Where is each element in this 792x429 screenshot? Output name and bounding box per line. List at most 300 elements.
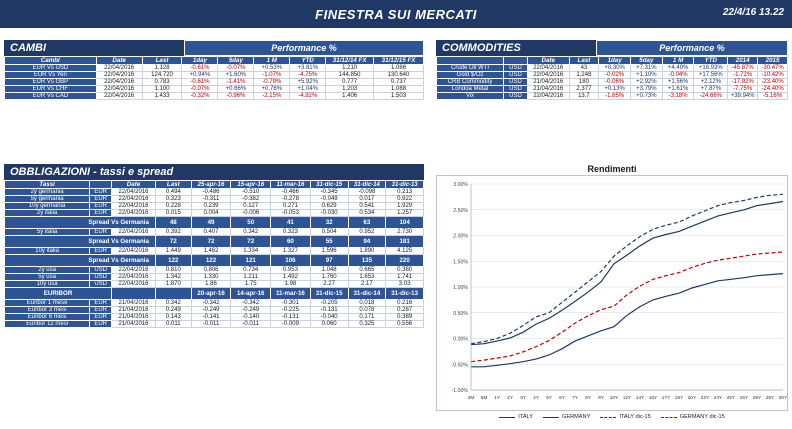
spread-c1: 122 bbox=[191, 255, 231, 267]
spread-c3: 60 bbox=[271, 236, 311, 248]
spread-c3: 41 bbox=[271, 217, 311, 229]
cambi-row-name: EUR Vs USD bbox=[5, 65, 97, 72]
obbl-c6: 0.922 bbox=[386, 196, 424, 203]
euribor-col-c2: 14-apr-16 bbox=[231, 288, 271, 300]
cambi-row-1day: -0.07% bbox=[182, 86, 218, 93]
euribor-name: Euribor 12 mesi bbox=[5, 321, 90, 328]
obbl-c6: 1.257 bbox=[386, 210, 424, 217]
obbl-c2: -0.510 bbox=[231, 189, 271, 196]
svg-text:5Y: 5Y bbox=[546, 396, 552, 401]
obbl-ccy: USD bbox=[90, 267, 112, 274]
svg-text:4Y: 4Y bbox=[533, 396, 539, 401]
cambi-performance-label: Performance % bbox=[184, 40, 424, 56]
obbl-c5: 2.17 bbox=[348, 281, 386, 288]
euribor-c2: -0.249 bbox=[231, 307, 271, 314]
spread-label: Spread Vs Germania bbox=[5, 217, 156, 229]
euribor-c6: 0.556 bbox=[386, 321, 424, 328]
spread-c1: 72 bbox=[191, 236, 231, 248]
commodity-5day: +2.92% bbox=[630, 79, 662, 86]
commodity-name: Vix bbox=[437, 93, 504, 100]
spread-c1: 49 bbox=[191, 217, 231, 229]
euribor-last: 0.143 bbox=[155, 314, 191, 321]
legend-item-germany bbox=[543, 414, 590, 420]
spread-row bbox=[5, 255, 424, 267]
commodities-performance-label: Performance % bbox=[596, 40, 788, 56]
commodity-1m: -0.04% bbox=[662, 72, 694, 79]
euribor-c3: -0.009 bbox=[271, 321, 311, 328]
cambi-panel bbox=[4, 40, 424, 100]
euribor-ccy: EUR bbox=[90, 321, 112, 328]
euribor-c1: -0.249 bbox=[191, 307, 231, 314]
table-row bbox=[5, 65, 424, 72]
euribor-col-c4: 31-dic-15 bbox=[310, 288, 348, 300]
svg-text:1.00%: 1.00% bbox=[453, 285, 468, 291]
obbl-c3: -0.053 bbox=[271, 210, 311, 217]
table-row bbox=[5, 203, 424, 210]
euribor-c1: -0.141 bbox=[191, 314, 231, 321]
obbl-c6: 3.03 bbox=[386, 281, 424, 288]
svg-text:17Y: 17Y bbox=[661, 396, 671, 401]
cambi-row-ytd: -4.92% bbox=[290, 93, 326, 100]
commodity-ytd: -24.66% bbox=[694, 93, 728, 100]
table-row bbox=[5, 314, 424, 321]
legend-label-germany-dic15: GERMANY dic-15 bbox=[679, 414, 725, 420]
commodity-name: Crude Oil WTI bbox=[437, 65, 504, 72]
cambi-title-row bbox=[4, 40, 424, 56]
obbl-name: 10y germania bbox=[5, 203, 90, 210]
commodity-name: Londoa Metal bbox=[437, 86, 504, 93]
commodity-2015: -30.47% bbox=[758, 65, 788, 72]
euribor-ccy: EUR bbox=[90, 300, 112, 307]
euribor-c6: 0.216 bbox=[386, 300, 424, 307]
table-row bbox=[5, 79, 424, 86]
commodities-col-last: Last bbox=[569, 57, 599, 65]
obbl-date: 22/04/2016 bbox=[112, 229, 156, 236]
cambi-row-date: 22/04/2016 bbox=[96, 65, 142, 72]
euribor-date: 21/04/2016 bbox=[112, 307, 156, 314]
commodity-last: 1,248 bbox=[569, 72, 599, 79]
cambi-row-name: EUR Vs Yen bbox=[5, 72, 97, 79]
obbl-c2: 0.127 bbox=[231, 203, 271, 210]
cambi-row-name: EUR Vs GBP bbox=[5, 79, 97, 86]
commodities-col-1m: 1 M bbox=[662, 57, 694, 65]
table-row bbox=[5, 267, 424, 274]
euribor-date: 21/04/2016 bbox=[112, 314, 156, 321]
obbl-c2: 1.211 bbox=[231, 274, 271, 281]
cambi-col-5day: 5day bbox=[218, 57, 254, 65]
obbl-name: 10y italia bbox=[5, 248, 90, 255]
obbl-c1: 1.86 bbox=[191, 281, 231, 288]
table-row bbox=[437, 65, 788, 72]
euribor-c5: 0.018 bbox=[348, 300, 386, 307]
obbl-c4: 1.760 bbox=[310, 274, 348, 281]
cambi-row-last: 1.433 bbox=[142, 93, 182, 100]
commodity-1day: +0.13% bbox=[599, 86, 631, 93]
commodities-col-date: Date bbox=[527, 57, 569, 65]
commodity-2014: -1.72% bbox=[728, 72, 758, 79]
euribor-title: EURIBOR bbox=[5, 288, 112, 300]
obbl-col-c2: 15-apr-16 bbox=[231, 181, 271, 189]
spread-row bbox=[5, 217, 424, 229]
commodity-ytd: +16.93% bbox=[694, 65, 728, 72]
spread-last: 48 bbox=[155, 217, 191, 229]
svg-text:28Y: 28Y bbox=[752, 396, 762, 401]
cambi-row-fx14: 1.210 bbox=[326, 65, 374, 72]
commodity-2014: -45.87% bbox=[728, 65, 758, 72]
obbl-last: 0.810 bbox=[155, 267, 191, 274]
svg-text:29Y: 29Y bbox=[765, 396, 775, 401]
cambi-row-date: 22/04/2016 bbox=[96, 86, 142, 93]
table-row bbox=[5, 86, 424, 93]
table-row bbox=[5, 93, 424, 100]
cambi-col-ytd: YTD bbox=[290, 57, 326, 65]
commodity-date: 22/04/2016 bbox=[527, 72, 569, 79]
obbl-date: 22/04/2016 bbox=[112, 210, 156, 217]
svg-text:22Y: 22Y bbox=[700, 396, 710, 401]
svg-text:25Y: 25Y bbox=[726, 396, 736, 401]
euribor-c4: -0.205 bbox=[310, 300, 348, 307]
commodity-5day: +0.73% bbox=[630, 93, 662, 100]
obbl-ccy: EUR bbox=[90, 248, 112, 255]
obbl-c1: 1.330 bbox=[191, 274, 231, 281]
commodity-1m: +1.56% bbox=[662, 79, 694, 86]
spread-last: 72 bbox=[155, 236, 191, 248]
euribor-c5: 0.078 bbox=[348, 307, 386, 314]
obbl-col-ccy bbox=[90, 181, 112, 189]
obbl-last: 1.449 bbox=[155, 248, 191, 255]
commodities-col-name bbox=[437, 57, 504, 65]
obbl-c5: -0.098 bbox=[348, 189, 386, 196]
obbl-c6: 2.730 bbox=[386, 229, 424, 236]
spread-c4: 32 bbox=[310, 217, 348, 229]
cambi-row-fx14: 0.777 bbox=[326, 79, 374, 86]
spread-c3: 106 bbox=[271, 255, 311, 267]
obbl-date: 22/04/2016 bbox=[112, 189, 156, 196]
euribor-c3: -0.225 bbox=[271, 307, 311, 314]
commodities-body bbox=[437, 65, 788, 100]
cambi-row-ytd: +5.92% bbox=[290, 79, 326, 86]
commodity-1day: -1.65% bbox=[599, 93, 631, 100]
commodity-2014: -7.75% bbox=[728, 86, 758, 93]
svg-text:2Y: 2Y bbox=[507, 396, 513, 401]
spread-last: 122 bbox=[155, 255, 191, 267]
commodity-5day: +7.31% bbox=[630, 65, 662, 72]
obbl-c2: -0.382 bbox=[231, 196, 271, 203]
commodity-date: 21/04/2016 bbox=[527, 79, 569, 86]
obbl-last: 0.228 bbox=[155, 203, 191, 210]
svg-text:10Y: 10Y bbox=[609, 396, 619, 401]
svg-text:1.50%: 1.50% bbox=[453, 259, 468, 266]
obbl-c4: 2.27 bbox=[310, 281, 348, 288]
table-row bbox=[5, 189, 424, 196]
obbl-name: 10y usa bbox=[5, 281, 90, 288]
obbl-c5: 0.541 bbox=[348, 203, 386, 210]
cambi-row-ytd: -4.75% bbox=[290, 72, 326, 79]
euribor-ccy: EUR bbox=[90, 314, 112, 321]
cambi-row-date: 22/04/2016 bbox=[96, 79, 142, 86]
cambi-row-5day: +1.60% bbox=[218, 72, 254, 79]
cambi-section-title: CAMBI bbox=[4, 40, 184, 56]
spread-c6: 104 bbox=[386, 217, 424, 229]
obbligazioni-table bbox=[4, 180, 424, 328]
page-banner bbox=[0, 0, 792, 28]
obbl-date: 22/04/2016 bbox=[112, 267, 156, 274]
obbl-c4: -0.345 bbox=[310, 189, 348, 196]
obbl-c5: 1.890 bbox=[348, 248, 386, 255]
commodity-date: 21/04/2016 bbox=[527, 86, 569, 93]
obbl-c3: 1.98 bbox=[271, 281, 311, 288]
euribor-c2: -0.011 bbox=[231, 321, 271, 328]
obbl-ccy: EUR bbox=[90, 229, 112, 236]
cambi-col-1m: 1 M bbox=[254, 57, 290, 65]
euribor-c4: -0.131 bbox=[310, 307, 348, 314]
legend-swatch-italy bbox=[499, 417, 515, 418]
svg-text:3.00%: 3.00% bbox=[453, 182, 468, 188]
table-row bbox=[437, 72, 788, 79]
table-row bbox=[5, 229, 424, 236]
obbl-col-last: Last bbox=[155, 181, 191, 189]
euribor-name: Euribor 6 mesi bbox=[5, 314, 90, 321]
table-row bbox=[437, 79, 788, 86]
svg-text:24Y: 24Y bbox=[713, 396, 723, 401]
legend-item-germany-dic15 bbox=[661, 414, 725, 420]
table-row bbox=[5, 210, 424, 217]
cambi-row-fx14: 1.406 bbox=[326, 93, 374, 100]
table-row bbox=[5, 274, 424, 281]
commodity-ccy: USD bbox=[504, 86, 528, 93]
obbl-name: 2y usa bbox=[5, 267, 90, 274]
obbl-last: 0.392 bbox=[155, 229, 191, 236]
spread-c5: 63 bbox=[348, 217, 386, 229]
cambi-row-fx15: 1.088 bbox=[374, 86, 424, 93]
cambi-row-date: 22/04/2016 bbox=[96, 93, 142, 100]
table-row bbox=[5, 72, 424, 79]
obbl-c4: 1.048 bbox=[310, 267, 348, 274]
commodity-ytd: +17.56% bbox=[694, 72, 728, 79]
cambi-row-fx15: 1.086 bbox=[374, 65, 424, 72]
obbl-c3: -0.278 bbox=[271, 196, 311, 203]
cambi-col-name: Cambi bbox=[5, 57, 97, 65]
euribor-col-c6: 31-dic-13 bbox=[386, 288, 424, 300]
obbl-c1: 0.806 bbox=[191, 267, 231, 274]
euribor-c1: -0.342 bbox=[191, 300, 231, 307]
obbl-c5: 0.534 bbox=[348, 210, 386, 217]
commodities-title-row bbox=[436, 40, 788, 56]
cambi-row-last: 1.128 bbox=[142, 65, 182, 72]
obbl-date: 22/04/2016 bbox=[112, 196, 156, 203]
commodity-5day: +3.79% bbox=[630, 86, 662, 93]
obbligazioni-panel bbox=[4, 164, 424, 328]
cambi-row-1m: -0.79% bbox=[254, 79, 290, 86]
commodities-section-title: COMMODITIES bbox=[436, 40, 596, 56]
obbl-last: 1.342 bbox=[155, 274, 191, 281]
svg-text:3M: 3M bbox=[467, 396, 475, 401]
banner-timestamp: 22/4/16 13.22 bbox=[722, 7, 784, 18]
legend-swatch-germany bbox=[543, 417, 559, 418]
spread-c2: 72 bbox=[231, 236, 271, 248]
svg-text:9Y: 9Y bbox=[598, 396, 604, 401]
cambi-col-last: Last bbox=[142, 57, 182, 65]
cambi-row-last: 124.720 bbox=[142, 72, 182, 79]
svg-text:-0.50%: -0.50% bbox=[451, 362, 468, 369]
obbl-col-c6: 31-dic-13 bbox=[386, 181, 424, 189]
obbl-date: 22/04/2016 bbox=[112, 281, 156, 288]
cambi-row-ytd: +1.04% bbox=[290, 86, 326, 93]
euribor-c3: -0.301 bbox=[271, 300, 311, 307]
euribor-c3: -0.131 bbox=[271, 314, 311, 321]
obbl-last: 0.323 bbox=[155, 196, 191, 203]
table-row bbox=[5, 307, 424, 314]
obbl-c1: 0.004 bbox=[191, 210, 231, 217]
svg-text:2.00%: 2.00% bbox=[453, 233, 468, 240]
obbl-last: 1.870 bbox=[155, 281, 191, 288]
spread-label: Spread Vs Germania bbox=[5, 236, 156, 248]
cambi-row-1day: +0.94% bbox=[182, 72, 218, 79]
chart-legend bbox=[436, 411, 788, 420]
spread-c6: 181 bbox=[386, 236, 424, 248]
obbl-c5: 0.017 bbox=[348, 196, 386, 203]
obbl-c1: 0.407 bbox=[191, 229, 231, 236]
commodity-1day: +0.30% bbox=[599, 65, 631, 72]
cambi-col-fx14: 31/12/14 FX bbox=[326, 57, 374, 65]
table-row bbox=[5, 300, 424, 307]
spread-c4: 97 bbox=[310, 255, 348, 267]
obbl-ccy: EUR bbox=[90, 203, 112, 210]
obbl-c4: 0.504 bbox=[310, 229, 348, 236]
commodity-last: 2,377 bbox=[569, 86, 599, 93]
obbl-name: 5y germania bbox=[5, 196, 90, 203]
obbl-name: 2y italia bbox=[5, 210, 90, 217]
chart-title: Rendimenti bbox=[587, 164, 637, 174]
obbl-c1: -0.311 bbox=[191, 196, 231, 203]
cambi-row-5day: -1.41% bbox=[218, 79, 254, 86]
commodity-name: CRB Commodity bbox=[437, 79, 504, 86]
euribor-c5: 0.325 bbox=[348, 321, 386, 328]
obbl-c5: 1.653 bbox=[348, 274, 386, 281]
obbl-col-c5: 31-dic-14 bbox=[348, 181, 386, 189]
spread-row bbox=[5, 236, 424, 248]
svg-text:6Y: 6Y bbox=[559, 396, 565, 401]
obbl-ccy: USD bbox=[90, 274, 112, 281]
obbl-name: 5y italia bbox=[5, 229, 90, 236]
euribor-col-c3: 11-mar-16 bbox=[271, 288, 311, 300]
svg-text:6M: 6M bbox=[480, 396, 488, 401]
obbligazioni-header-row bbox=[5, 181, 424, 189]
obbl-c4: -0.030 bbox=[310, 210, 348, 217]
obbl-c6: 0.213 bbox=[386, 189, 424, 196]
euribor-c6: 0.287 bbox=[386, 307, 424, 314]
commodity-ccy: USD bbox=[504, 65, 528, 72]
commodities-col-1day: 1day bbox=[599, 57, 631, 65]
legend-label-italy-dic15: ITALY dic-15 bbox=[619, 414, 651, 420]
commodity-1day: -0.02% bbox=[599, 72, 631, 79]
svg-text:8Y: 8Y bbox=[585, 396, 591, 401]
commodity-last: 43 bbox=[569, 65, 599, 72]
legend-label-germany: GERMANY bbox=[562, 414, 591, 420]
table-row bbox=[437, 93, 788, 100]
commodities-col-2014: 2014 bbox=[728, 57, 758, 65]
obbl-ccy: EUR bbox=[90, 189, 112, 196]
svg-text:0.50%: 0.50% bbox=[453, 310, 468, 317]
euribor-header-row bbox=[5, 288, 424, 300]
svg-text:2.50%: 2.50% bbox=[453, 207, 468, 214]
euribor-c4: -0.040 bbox=[310, 314, 348, 321]
svg-text:14Y: 14Y bbox=[635, 396, 645, 401]
commodity-ccy: USD bbox=[504, 72, 528, 79]
obbl-col-c1: 25-apr-16 bbox=[191, 181, 231, 189]
cambi-row-fx14: 1.203 bbox=[326, 86, 374, 93]
obbl-c3: 1.492 bbox=[271, 274, 311, 281]
cambi-row-ytd: +3.81% bbox=[290, 65, 326, 72]
svg-text:-1.00%: -1.00% bbox=[451, 388, 468, 394]
obbl-c3: 0.323 bbox=[271, 229, 311, 236]
commodities-panel bbox=[436, 40, 788, 100]
commodity-ccy: USD bbox=[504, 79, 528, 86]
commodities-col-5day: 5day bbox=[630, 57, 662, 65]
cambi-row-1m: +0.76% bbox=[254, 86, 290, 93]
spread-c6: 220 bbox=[386, 255, 424, 267]
commodities-table bbox=[436, 56, 788, 100]
legend-swatch-germany-dic15 bbox=[661, 417, 677, 418]
legend-label-italy: ITALY bbox=[518, 414, 534, 420]
euribor-c4: 0.060 bbox=[310, 321, 348, 328]
commodity-date: 22/04/2016 bbox=[527, 93, 569, 100]
obbl-c6: 0.380 bbox=[386, 267, 424, 274]
svg-text:16Y: 16Y bbox=[648, 396, 658, 401]
euribor-c2: -0.342 bbox=[231, 300, 271, 307]
svg-text:12Y: 12Y bbox=[622, 396, 632, 401]
cambi-row-name: EUR Vs CAD bbox=[5, 93, 97, 100]
commodity-2015: -10.42% bbox=[758, 72, 788, 79]
cambi-header-row bbox=[5, 57, 424, 65]
cambi-row-1day: -0.61% bbox=[182, 65, 218, 72]
commodity-2014: -17.92% bbox=[728, 79, 758, 86]
legend-swatch-italy-dic15 bbox=[600, 417, 616, 418]
obbl-name: 5y usa bbox=[5, 274, 90, 281]
cambi-row-last: 0.783 bbox=[142, 79, 182, 86]
commodities-col-ytd: YTD bbox=[694, 57, 728, 65]
cambi-row-date: 22/04/2016 bbox=[96, 72, 142, 79]
obbl-c3: 0.953 bbox=[271, 267, 311, 274]
cambi-row-fx15: 1.503 bbox=[374, 93, 424, 100]
commodity-ccy: USD bbox=[504, 93, 528, 100]
svg-text:1Y: 1Y bbox=[494, 396, 500, 401]
table-row bbox=[5, 321, 424, 328]
obbl-last: 0.494 bbox=[155, 189, 191, 196]
cambi-row-fx14: 144.850 bbox=[326, 72, 374, 79]
commodity-1m: +1.61% bbox=[662, 86, 694, 93]
commodity-1m: -3.18% bbox=[662, 93, 694, 100]
cambi-row-5day: +0.66% bbox=[218, 86, 254, 93]
obbl-col-c3: 11-mar-16 bbox=[271, 181, 311, 189]
euribor-c1: -0.011 bbox=[191, 321, 231, 328]
obbl-c1: 0.239 bbox=[191, 203, 231, 210]
cambi-row-1m: -1.07% bbox=[254, 72, 290, 79]
commodity-ytd: +7.87% bbox=[694, 86, 728, 93]
svg-text:7Y: 7Y bbox=[572, 396, 578, 401]
obbl-col-c4: 31-dic-15 bbox=[310, 181, 348, 189]
page-title: FINESTRA SUI MERCATI bbox=[315, 6, 477, 22]
cambi-col-1day: 1day bbox=[182, 57, 218, 65]
obbl-c2: 0.734 bbox=[231, 267, 271, 274]
commodity-ytd: +2.12% bbox=[694, 79, 728, 86]
euribor-name: Euribor 3 mesi bbox=[5, 307, 90, 314]
svg-text:18Y: 18Y bbox=[674, 396, 684, 401]
commodity-2015: -23.40% bbox=[758, 79, 788, 86]
cambi-body bbox=[5, 65, 424, 100]
cambi-row-1m: +0.53% bbox=[254, 65, 290, 72]
obbl-c1: -0.486 bbox=[191, 189, 231, 196]
